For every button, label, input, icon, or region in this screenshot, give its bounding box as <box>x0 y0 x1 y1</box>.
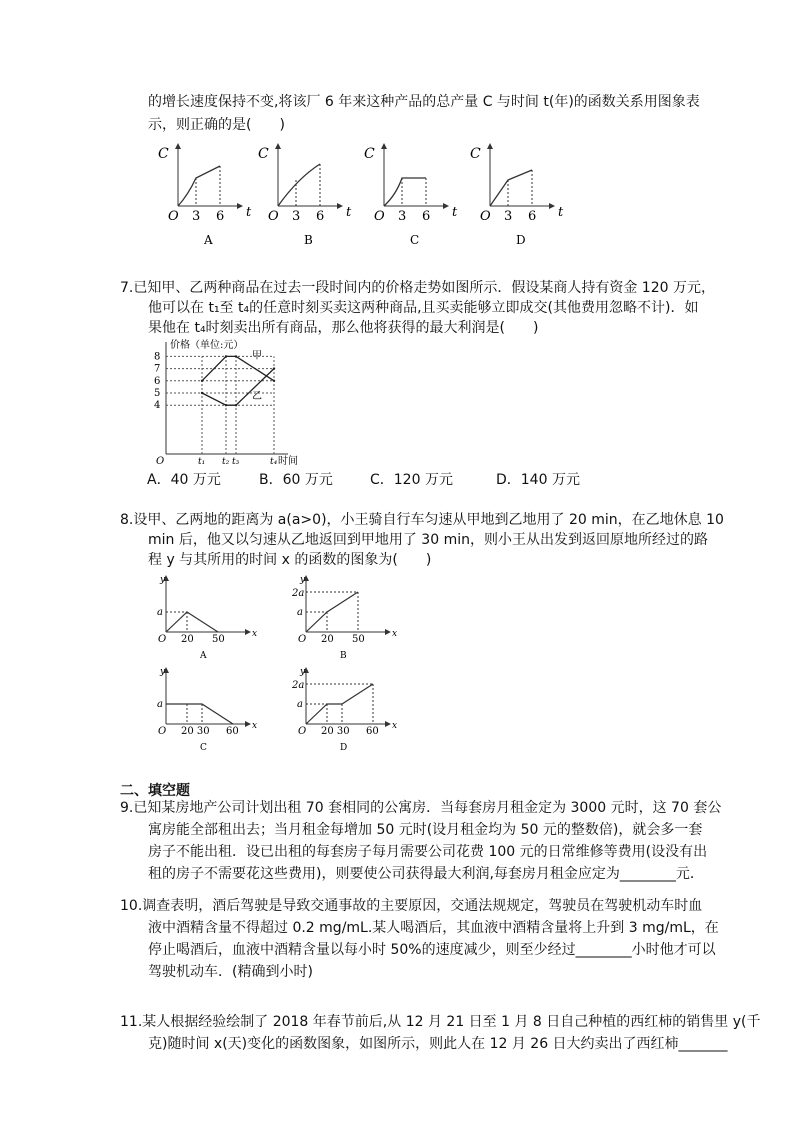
q7-text-line3: 果他在 t₄时刻卖出所有商品，那么他将获得的最大利润是( ) <box>148 320 539 336</box>
axis-x-label: t <box>346 205 352 220</box>
origin-label: O <box>480 209 491 224</box>
q8-graphs <box>150 570 430 750</box>
series-label-jia: 甲 <box>252 350 262 362</box>
chart-ylabel: 价格（单位:元） <box>170 340 244 351</box>
q6-graph-c <box>364 144 458 247</box>
option-a-label: A <box>204 233 213 247</box>
chart-xlabel: 时间 <box>278 456 298 466</box>
series-point <box>201 392 203 394</box>
q8-graph-b <box>291 575 397 661</box>
option-a-label: A <box>200 651 207 661</box>
tick-3: 3 <box>504 209 513 224</box>
axis-x-label: t <box>452 205 458 220</box>
axis-y-label: C <box>470 146 481 162</box>
section-title: 二、填空题 <box>120 783 190 799</box>
axis-x-label: x <box>392 629 398 639</box>
label-2a: 2a <box>292 588 305 599</box>
axis-y-label: C <box>158 146 169 162</box>
q9-text-line4: 租的房子不需要花这些费用)，则要使公司获得最大利润,每套房月租金应定为________元． <box>148 866 704 882</box>
series-point <box>201 380 203 382</box>
q8-text-line1: 8.设甲、乙两地的距离为 a(a>0)，小王骑自行车匀速从甲地到乙地用了 20 min，在乙地休息 10 <box>120 512 724 528</box>
q11-text-line2: 克)随时间 x(天)变化的函数图象，如图所示，则此人在 12 月 26 日大约卖出了西红柿_______ <box>148 1036 728 1052</box>
q10-text-line3: 停止喝酒后，血液中酒精含量以每小时 50%的速度减少，则至少经过________小时他才可以 <box>148 942 716 958</box>
tick-20-30: 20 30 <box>181 726 210 737</box>
label-a: a <box>297 607 303 618</box>
y-tick-label: 7 <box>154 363 161 375</box>
y-tick-label: 8 <box>154 351 161 363</box>
axis-x-label: t <box>558 205 564 220</box>
y-tick-label: 6 <box>154 375 161 387</box>
origin-label: O <box>374 209 385 224</box>
label-a: a <box>157 607 163 618</box>
option-d-label: D <box>516 233 526 247</box>
q7-choice-c: C．120 万元 <box>370 472 453 488</box>
q8-graph-d <box>291 667 397 750</box>
q7-price-chart <box>140 336 315 466</box>
q10-text-line2: 液中酒精含量不得超过 0.2 mg/mL.某人喝酒后，其血液中酒精含量将上升到 3 mg/mL，在 <box>148 920 719 936</box>
axis-x-label: x <box>392 721 398 731</box>
series-point <box>273 380 275 382</box>
series-label-yi: 乙 <box>252 391 262 402</box>
tick-20: 20 <box>321 634 334 645</box>
series-point <box>225 404 227 406</box>
option-b-label: B <box>304 233 313 247</box>
label-a: a <box>297 699 303 710</box>
tick-6: 6 <box>528 209 537 224</box>
tick-6: 6 <box>316 209 325 224</box>
y-tick-label: 5 <box>154 388 161 399</box>
q7-text-line1: 7.已知甲、乙两种商品在过去一段时间内的价格走势如图所示．假设某商人持有资金 120 万元， <box>120 280 715 296</box>
q6-graphs <box>150 140 670 250</box>
option-d-label: D <box>340 743 348 750</box>
tick-3: 3 <box>292 209 301 224</box>
tick-60: 60 <box>366 726 379 737</box>
axis-x-label: x <box>252 629 258 639</box>
origin-label: O <box>298 634 307 645</box>
axis-y-label: y <box>160 575 166 585</box>
label-a: a <box>157 699 163 710</box>
q9-text-line2: 寓房能全部租出去；当月租金每增加 50 元时(设月租金均为 50 元的整数倍)，就会多一套 <box>148 822 703 838</box>
q8-text-line2: min 后，他又以匀速从乙地返回到甲地用了 30 min，则小王从出发到返回原地所经过的路 <box>148 532 708 548</box>
option-b-label: B <box>340 651 347 661</box>
q6-graph-b <box>258 144 352 247</box>
q7-text-line2: 他可以在 t₁至 t₄的任意时刻买卖这两种商品,且买卖能够立即成交(其他费用忽略不计)．如 <box>148 300 699 316</box>
series-point <box>235 355 237 357</box>
tick-6: 6 <box>216 209 225 224</box>
axis-x-label: x <box>252 721 258 731</box>
axis-y-label: C <box>258 146 269 162</box>
x-tick-label: t₄ <box>270 457 278 466</box>
origin-label: O <box>298 726 307 737</box>
q7-choice-b: B．60 万元 <box>259 472 333 488</box>
x-tick-label: t₁ <box>198 457 206 466</box>
q11-text-line1: 11.某人根据经验绘制了 2018 年春节前后,从 12 月 21 日至 1 月 8 日自己种植的西红柿的销售里 y(千 <box>120 1014 761 1030</box>
q6-text-line2: 示，则正确的是( ) <box>148 117 285 133</box>
tick-20-30: 20 30 <box>321 726 350 737</box>
q6-graph-d <box>470 144 564 247</box>
axis-x-label: t <box>246 205 252 220</box>
tick-50: 50 <box>212 634 225 645</box>
q8-graph-c <box>157 667 257 750</box>
y-tick-label: 4 <box>154 400 161 412</box>
origin-label: O <box>268 209 279 224</box>
q8-graph-a <box>157 575 257 661</box>
q10-text-line1: 10.调查表明，酒后驾驶是导致交通事故的主要原因，交通法规规定，驾驶员在驾驶机动车时血 <box>120 898 703 914</box>
origin-label: O <box>158 726 167 737</box>
q8-text-line3: 程 y 与其所用的时间 x 的函数的图象为( ) <box>148 552 432 568</box>
axis-y-label: C <box>364 146 375 162</box>
q6-graph-a <box>158 144 252 247</box>
label-2a: 2a <box>292 680 305 691</box>
tick-3: 3 <box>398 209 407 224</box>
origin-label: O <box>158 634 167 645</box>
q9-text-line3: 房子不能出租．设已出租的每套房子每月需要公司花费 100 元的日常维修等费用(设没有出 <box>148 844 708 860</box>
option-c-label: C <box>410 233 420 247</box>
origin-label: O <box>168 209 179 224</box>
tick-6: 6 <box>422 209 431 224</box>
series-point <box>235 404 237 406</box>
axis-y-label: y <box>300 667 306 677</box>
q6-text-line1: 的增长速度保持不变,将该厂 6 年来这种产品的总产量 C 与时间 t(年)的函数关系用图象表 <box>148 94 700 110</box>
tick-3: 3 <box>192 209 201 224</box>
chart-origin: O <box>156 456 165 466</box>
x-tick-label: t₃ <box>232 457 240 466</box>
q10-text-line4: 驾驶机动车．(精确到小时) <box>148 964 313 980</box>
tick-50: 50 <box>352 634 365 645</box>
q7-choice-a: A．40 万元 <box>147 472 221 488</box>
tick-20: 20 <box>181 634 194 645</box>
q7-choice-d: D．140 万元 <box>496 472 580 488</box>
x-tick-label: t₂ <box>222 457 230 466</box>
series-point <box>273 367 275 369</box>
axis-y-label: y <box>160 667 166 677</box>
series-point <box>225 355 227 357</box>
option-c-label: C <box>200 743 207 750</box>
axis-y-label: y <box>300 575 306 585</box>
q9-text-line1: 9.已知某房地产公司计划出租 70 套相同的公寓房．当每套房月租金定为 3000 元时，这 70 套公 <box>120 800 722 816</box>
tick-60: 60 <box>226 726 239 737</box>
